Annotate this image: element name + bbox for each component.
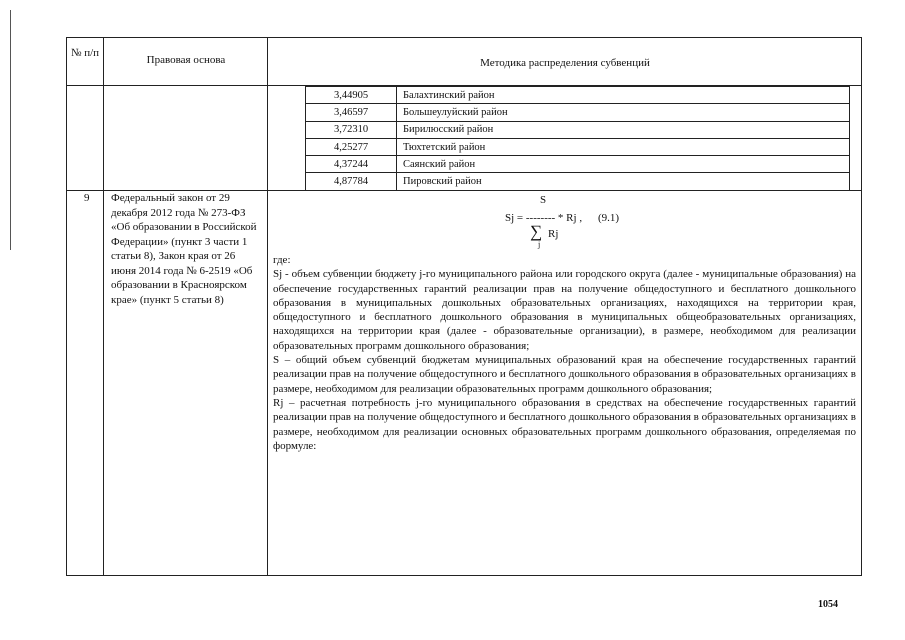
district-name: Балахтинский район (397, 87, 850, 104)
method-text (273, 253, 856, 453)
district-name: Саянский район (397, 156, 850, 173)
coefficient-row (306, 156, 850, 173)
table-bottom-border (66, 575, 862, 576)
coefficient-value: 4,37244 (306, 156, 397, 173)
col-divider-2 (267, 37, 268, 576)
col-divider-1 (103, 37, 104, 576)
page-number: 1054 (818, 599, 838, 610)
coefficient-value: 3,44905 (306, 87, 397, 104)
row-number: 9 (84, 192, 90, 204)
coefficient-row (306, 138, 850, 155)
where-label: где: (273, 254, 291, 266)
definition-rj: Rj – расчетная потребность j-го муниципального образования в средствах на обеспечение государственных гарантий реализации прав на получение общедоступного и бесплатного дошкольного образования в образовательных организациях в размере, необходимом для реализации основных образовательных программ дошкольного образования, определяемая по формуле: (273, 396, 856, 452)
table-left-border (66, 37, 67, 576)
coefficient-value: 4,87784 (306, 173, 397, 190)
coefficient-row (306, 87, 850, 104)
header-number: № п/п (70, 47, 100, 59)
table-top-border (66, 37, 862, 38)
district-name: Тюхтетский район (397, 138, 850, 155)
legal-basis-text: Федеральный закон от 29 декабря 2012 года № 273-ФЗ «Об образовании в Российской Федерации» (пункт 3 части 1 статьи 8), Закон края от 26 июня 2014 года № 6-2519 «Об образовании в Красноярском крае» (пункт 5 статьи 8) (111, 192, 257, 306)
coefficient-value: 3,46597 (306, 104, 397, 121)
coefficient-value: 3,72310 (306, 121, 397, 138)
formula-main: Sj = -------- * Rj , (505, 212, 583, 224)
coefficient-table (305, 86, 850, 191)
definition-sj: Sj - объем субвенции бюджету j-го муниципального района или городского округа (далее - муниципальные образования) на обеспечение государственных гарантий реализации прав на получение общедоступного и бесплатного дошкольного образования в муниципальных дошкольных образовательных организациях, находящихся на территории края, общедоступного и бесплатного дошкольного образования в муниципальных общеобразовательных организациях, находящихся на территории края (далее - образовательные организации), в размере, необходимом для реализации образовательных программ дошкольного образования; (273, 268, 856, 352)
table-right-border (861, 37, 862, 576)
district-name: Бирилюсский район (397, 121, 850, 138)
header-legal-basis: Правовая основа (146, 54, 226, 66)
definition-s: S – общий объем субвенций бюджетам муниципальных образований края на обеспечение государственных гарантий реализации прав на получение общедоступного и бесплатного дошкольного образования в образовательных организациях в размере, необходимом для реализации образовательных программ дошкольного образования; (273, 354, 856, 395)
formula-numerator: S (540, 194, 547, 206)
margin-line (10, 10, 11, 250)
header-method: Методика распределения субвенций (480, 57, 650, 69)
formula-sub-index: j (538, 240, 541, 249)
coefficient-value: 4,25277 (306, 138, 397, 155)
formula-number: (9.1) (598, 212, 620, 224)
formula-denominator: Rj (548, 228, 559, 240)
sigma-symbol: ∑ (530, 222, 543, 241)
district-name: Большеулуйский район (397, 104, 850, 121)
coefficient-row (306, 121, 850, 138)
coefficient-row (306, 104, 850, 121)
district-name: Пировский район (397, 173, 850, 190)
coefficient-row (306, 173, 850, 190)
